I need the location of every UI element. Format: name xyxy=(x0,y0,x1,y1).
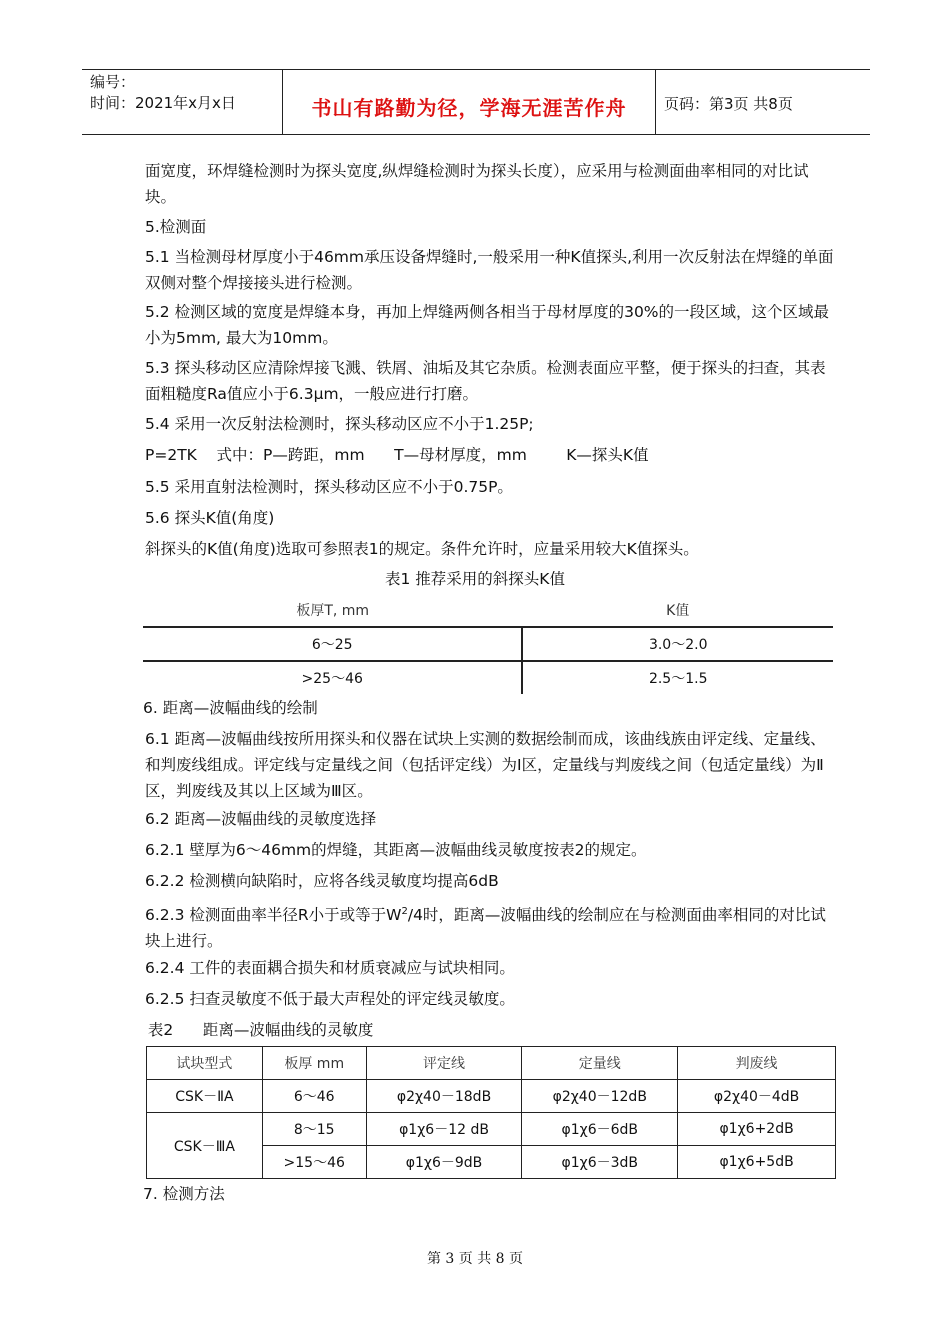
table2-header-cell: 板厚 mm xyxy=(262,1047,366,1080)
paragraph-6-2-3-text-a: 6.2.3 检测面曲率半径R小于或等于W xyxy=(145,906,402,925)
heading-5: 5.检测面 xyxy=(145,218,207,236)
table2-cell: >15～46 xyxy=(262,1146,366,1179)
table2-caption: 表2 距离—波幅曲线的灵敏度 xyxy=(143,1021,374,1039)
table2-header-cell: 定量线 xyxy=(522,1047,678,1080)
page-footer: 第 3 页 共 8 页 xyxy=(426,1251,524,1267)
table2-cell: φ1χ6－12 dB xyxy=(366,1113,522,1146)
paragraph-5-1: 5.1 当检测母材厚度小于46mm承压设备焊缝时,一般采用一种K值探头,利用一次反射法在焊缝的单面双侧对整个焊接接头进行检测。 xyxy=(145,248,834,292)
paragraph-6-2-2: 6.2.2 检测横向缺陷时，应将各线灵敏度均提高6dB xyxy=(145,872,499,890)
table1-header-row xyxy=(143,594,833,627)
table2-header-cell: 评定线 xyxy=(366,1047,522,1080)
paragraph-6-2-1: 6.2.1 壁厚为6～46mm的焊缝，其距离—波幅曲线灵敏度按表2的规定。 xyxy=(145,841,647,859)
paragraph-5-4: 5.4 采用一次反射法检测时，探头移动区应不小于1.25P; xyxy=(145,415,534,433)
doc-number-label: 编号： xyxy=(90,73,136,91)
table2-cell: φ1χ6－3dB xyxy=(522,1146,678,1179)
table1-cell: 2.5～1.5 xyxy=(648,671,708,687)
header-divider-left xyxy=(282,69,283,135)
table2 xyxy=(146,1046,836,1179)
block-type-cell: CSK－ⅡA xyxy=(147,1080,263,1113)
table-row xyxy=(143,627,833,661)
table1-header-cell: K值 xyxy=(522,594,833,627)
heading-6: 6. 距离—波幅曲线的绘制 xyxy=(143,699,318,717)
header-page-info: 页码：第3页 共8页 xyxy=(664,95,793,113)
table2-header-cell: 判废线 xyxy=(678,1047,836,1080)
paragraph-5-6-text: 斜探头的K值(角度)选取可参照表1的规定。条件允许时，应量采用较大K值探头。 xyxy=(145,540,699,558)
heading-5-6: 5.6 探头K值(角度) xyxy=(145,509,275,527)
paragraph-5-2: 5.2 检测区域的宽度是焊缝本身，再加上焊缝两侧各相当于母材厚度的30%的一段区域，这个区域最小为5mm, 最大为10mm。 xyxy=(145,303,830,347)
block-type-cell: CSK－ⅢA xyxy=(147,1113,263,1179)
paragraph-6-2-3 xyxy=(145,899,835,954)
table-row xyxy=(147,1080,836,1113)
heading-7: 7. 检测方法 xyxy=(143,1185,225,1203)
paragraph-6-2-3-text-b: /4时，距离—波幅曲线的绘制应在与检测面曲率相同的对比试块上进行。 xyxy=(145,906,826,951)
formula-line: P=2TK 式中：P—跨距，mm T—母材厚度，mm K—探头K值 xyxy=(145,446,649,464)
table1-header-cell: 板厚T, mm xyxy=(143,594,522,627)
header-top-rule xyxy=(82,69,870,70)
header-left-info xyxy=(90,72,236,114)
table2-cell: 8～15 xyxy=(262,1113,366,1146)
table1-cell: 6～25 xyxy=(143,627,522,661)
doc-date: 时间：2021年x月x日 xyxy=(90,94,236,112)
table-row xyxy=(147,1113,836,1146)
paragraph-6-1: 6.1 距离—波幅曲线按所用探头和仪器在试块上实测的数据绘制而成，该曲线族由评定线、定量线、和判废线组成。评定线与定量线之间（包括评定线）为Ⅰ区，定量线与判废线之间（包适定量线）为Ⅱ区，判废线及其以上区域为Ⅲ区。 xyxy=(145,730,826,800)
superscript: 2 xyxy=(401,906,408,917)
paragraph-5-3: 5.3 探头移动区应清除焊接飞溅、铁屑、油垢及其它杂质。检测表面应平整，便于探头的扫查，其表面粗糙度Ra值应小于6.3μm，一般应进行打磨。 xyxy=(145,359,826,403)
table2-header-row xyxy=(147,1047,836,1080)
table1-cell: 3.0～2.0 xyxy=(522,627,833,661)
table2-cell: φ2χ40－18dB xyxy=(366,1080,522,1113)
table2-cell: 6～46 xyxy=(262,1080,366,1113)
table-row xyxy=(143,661,833,694)
table1-caption: 表1 推荐采用的斜探头K值 xyxy=(385,570,565,588)
paragraph-6-2-5: 6.2.5 扫查灵敏度不低于最大声程处的评定线灵敏度。 xyxy=(145,990,515,1008)
header-motto: 书山有路勤为径，学海无涯苦作舟 xyxy=(311,96,627,120)
table1 xyxy=(143,594,833,694)
header-bottom-rule xyxy=(82,134,870,135)
table2-cell: φ2χ40－12dB xyxy=(522,1080,678,1113)
paragraph-6-2-4: 6.2.4 工件的表面耦合损失和材质衰减应与试块相同。 xyxy=(145,959,515,977)
paragraph-intro: 面宽度，环焊缝检测时为探头宽度,纵焊缝检测时为探头长度），应采用与检测面曲率相同的对比试块。 xyxy=(145,162,809,206)
table2-cell: φ1χ6－6dB xyxy=(522,1113,678,1146)
table2-cell: φ2χ40－4dB xyxy=(678,1080,836,1113)
table1-cell: >25～46 xyxy=(143,661,522,694)
table2-cell: φ1χ6+5dB xyxy=(678,1146,836,1179)
heading-6-2: 6.2 距离—波幅曲线的灵敏度选择 xyxy=(145,810,377,828)
table2-header-cell: 试块型式 xyxy=(147,1047,263,1080)
paragraph-5-5: 5.5 采用直射法检测时，探头移动区应不小于0.75P。 xyxy=(145,478,513,496)
header-divider-right xyxy=(655,69,656,135)
table2-cell: φ1χ6－9dB xyxy=(366,1146,522,1179)
table2-cell: φ1χ6+2dB xyxy=(678,1113,836,1146)
